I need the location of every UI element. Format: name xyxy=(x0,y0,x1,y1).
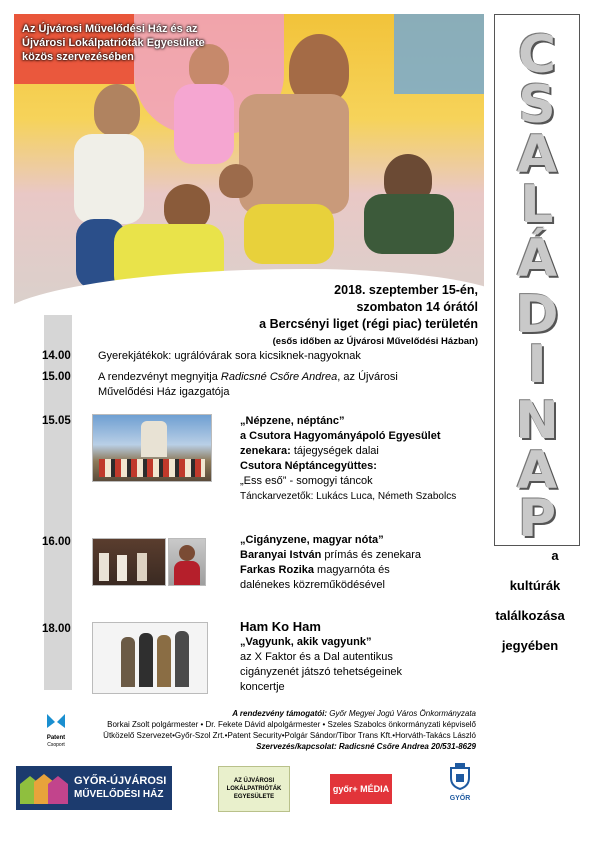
opening-text: A rendezvényt megnyitja xyxy=(98,371,221,383)
program-line: „Ess eső” - somogyi táncok xyxy=(240,475,373,487)
title-letter: A xyxy=(516,125,558,185)
opening-speaker: Radicsné Csőre Andrea xyxy=(220,371,338,383)
rain-note: (esős időben az Újvárosi Művelődési Házban) xyxy=(272,336,478,347)
program-line: az X Faktor és a Dal autentikus xyxy=(240,651,393,663)
title-letter: I xyxy=(527,335,547,395)
gyor-text: GYŐR xyxy=(449,795,471,802)
program-line: koncertje xyxy=(240,681,285,693)
side-word: a xyxy=(551,548,559,563)
title-letter: S xyxy=(518,75,556,135)
program-line: Tánckarvezetők: Lukács Luca, Németh Szabolcs xyxy=(240,491,457,502)
opening-text-c: Művelődési Ház igazgatója xyxy=(98,386,230,398)
title-letter: N xyxy=(515,391,559,451)
event-time: szombaton 14 órától xyxy=(356,300,478,314)
coat-of-arms-icon xyxy=(449,762,471,790)
contact-line: Szervezés/kapcsolat: Radicsné Csőre Andrea 20/531-8629 xyxy=(256,742,476,751)
title-box xyxy=(494,14,580,549)
program-line: Csutora Néptáncegyüttes: xyxy=(240,460,377,472)
patent-name: Patent xyxy=(46,735,66,741)
patent-icon xyxy=(45,712,67,730)
organizers-line-2: Újvárosi Lokálpatrióták Egyesülete xyxy=(22,37,205,49)
media-text: MÉDIA xyxy=(360,784,390,794)
title-letter: Á xyxy=(516,229,558,289)
program-line: cigányzenét játszó tehetségeinek xyxy=(240,666,403,678)
title-letter: L xyxy=(520,175,554,235)
schedule-text: Gyerekjátékok: ugrálóvárak sora kicsiknek-nagyoknak xyxy=(98,350,361,362)
title-letter: D xyxy=(515,285,559,345)
gyorplus-media-logo xyxy=(330,774,392,804)
support-label: A rendezvény támogatói: xyxy=(232,709,328,718)
title-letter: P xyxy=(517,489,557,549)
side-word: találkozása xyxy=(495,608,565,623)
program-line: tájegységek dalai xyxy=(290,445,379,457)
ham-ko-ham-photo xyxy=(92,622,208,694)
folk-dance-photo xyxy=(92,414,212,482)
program-line-bold: Farkas Rozika xyxy=(240,564,314,576)
lokal-logo-line: EGYESÜLETE xyxy=(233,794,275,800)
gyor-ujvarosi-logo xyxy=(16,766,172,810)
schedule-time: 14.00 xyxy=(42,350,71,362)
schedule-time: 16.00 xyxy=(42,536,71,548)
program-line-bold: zenekara: xyxy=(240,445,291,457)
program-title: „Cigányzene, magyar nóta” xyxy=(240,534,384,546)
title-letter: A xyxy=(516,441,558,501)
ham-ko-ham-program xyxy=(240,618,490,695)
program-line: dalénekes közreműködésével xyxy=(240,579,385,591)
gypsy-band-photo xyxy=(92,538,166,586)
patent-sub: Csoport xyxy=(47,742,65,748)
opening-text-b: , az Újvárosi xyxy=(337,371,398,383)
title-letter: C xyxy=(517,25,557,85)
organizers-text xyxy=(22,22,282,64)
event-date: 2018. szeptember 15-én, xyxy=(334,283,478,297)
program-title: Ham Ko Ham xyxy=(240,619,321,634)
schedule-time: 15.05 xyxy=(42,415,71,427)
program-line-bold: Baranyai István xyxy=(240,549,322,561)
house-icon xyxy=(16,768,72,808)
gyor-coat-of-arms xyxy=(446,762,474,802)
organizers-line-3: közös szervezésében xyxy=(22,51,134,63)
support-line: Borkai Zsolt polgármester • Dr. Fekete Dávid alpolgármester • Szeles Szabolcs önkormányzati képviselő xyxy=(107,720,476,729)
gyor-logo-line: GYŐR-ÚJVÁROSI xyxy=(74,775,167,787)
schedule-time: 15.00 xyxy=(42,371,71,383)
organizers-line-1: Az Újvárosi Művelődési Ház és az xyxy=(22,23,198,35)
patent-logo xyxy=(40,712,72,748)
schedule-text xyxy=(98,370,418,400)
event-place: a Bercsényi liget (régi piac) területén xyxy=(259,317,478,331)
folk-program xyxy=(240,414,490,504)
gyor-logo-line: MŰVELŐDÉSI HÁZ xyxy=(74,789,164,800)
program-line: a Csutora Hagyományápoló Egyesület xyxy=(240,430,441,442)
lokal-logo-line: LOKÁLPATRIÓTÁK xyxy=(226,786,282,792)
event-date-block xyxy=(259,282,478,350)
lokalpatriotak-logo xyxy=(218,766,290,812)
lokal-logo-line: AZ ÚJVÁROSI xyxy=(233,778,275,784)
side-word: kultúrák xyxy=(509,578,561,593)
program-line: magyarnóta és xyxy=(313,564,390,576)
footer-sponsors xyxy=(103,708,476,752)
side-word: jegyében xyxy=(501,638,559,653)
gyorplus-text: győr+ xyxy=(332,784,358,794)
support-line: Ütközelő Szervezet•Győr-Szol Zrt.•Patent Security•Polgár Sándor/Tibor Trans Kft.•Horváth-Takács László xyxy=(103,731,476,740)
program-line: prímás és zenekara xyxy=(321,549,421,561)
singer-photo xyxy=(168,538,206,586)
gypsy-program xyxy=(240,533,490,593)
program-subtitle: „Vagyunk, akik vagyunk” xyxy=(240,636,372,648)
program-title: „Népzene, néptánc” xyxy=(240,415,345,427)
schedule-time: 18.00 xyxy=(42,623,71,635)
support-org: Győr Megyei Jogú Város Önkormányzata xyxy=(327,709,476,718)
